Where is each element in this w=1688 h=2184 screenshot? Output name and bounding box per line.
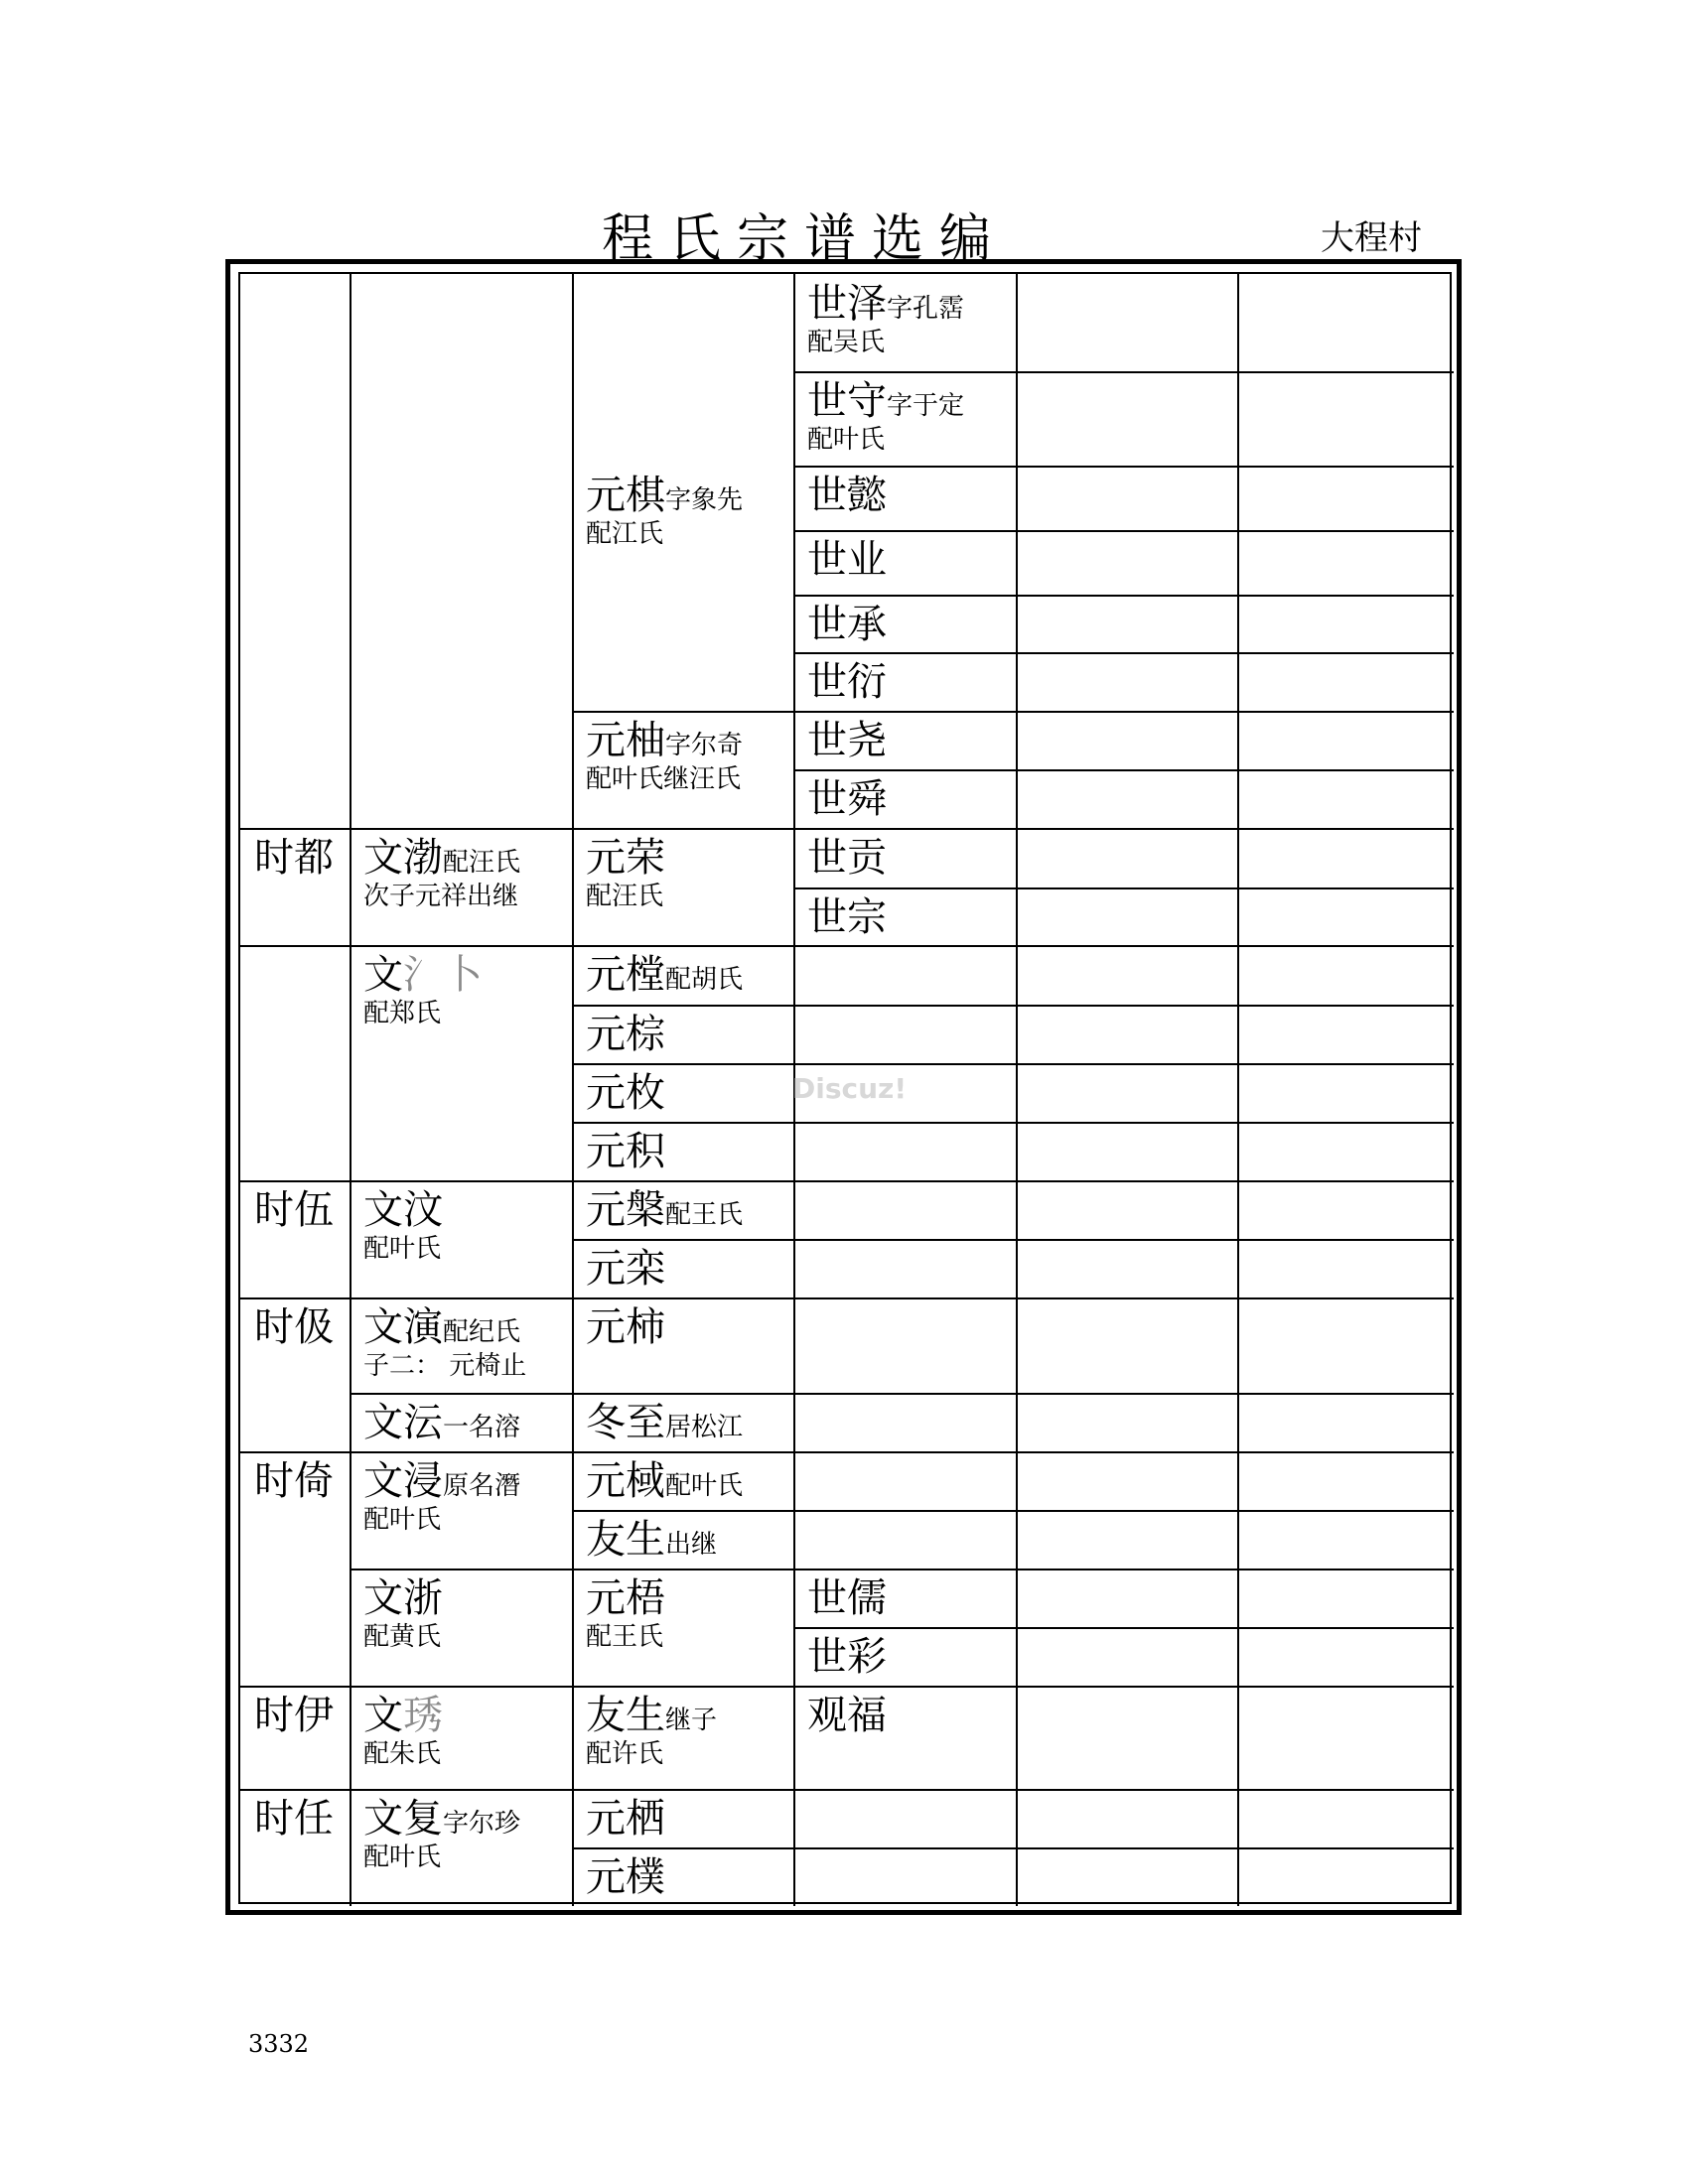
person-note: 字象先 [665,485,744,515]
column-divider [572,274,574,1906]
person-note: 配胡氏 [665,965,744,995]
person-name: 时伍 [254,1187,334,1233]
person-name: 时任 [254,1796,334,1842]
entry-shiyi [807,474,887,517]
page-title: 程氏宗谱选编 [601,209,1007,269]
entry-line [586,1305,665,1349]
person-name: 文汶 [363,1187,443,1233]
person-name: 世守 [807,378,887,424]
entry-line [586,953,743,997]
entry-shigong [807,836,887,880]
entry-line [586,1130,665,1173]
person-spouse-note: 配叶氏 [363,1505,442,1535]
person-spouse-note: 配朱氏 [363,1739,442,1769]
row-divider [572,711,1454,713]
entry-wenyan [363,1305,526,1381]
entry-line [363,1188,443,1232]
person-note: 继子 [665,1706,718,1735]
page-number: 3332 [248,2030,310,2058]
person-note: 配纪氏 [443,1317,521,1347]
person-name: 世彩 [807,1634,887,1680]
person-note: 居松江 [665,1413,744,1442]
entry-wenyun [363,1401,520,1444]
person-name: 世业 [807,537,887,583]
person-name: 冬至 [586,1400,665,1445]
row-divider [793,769,1454,771]
person-name: 元槃 [586,1187,665,1233]
entry-line [586,1401,743,1444]
entry-wenpu [363,953,483,1028]
entry-shiye [807,538,887,582]
person-spouse-note: 配叶氏继汪氏 [586,764,742,794]
row-divider [793,652,1454,654]
entry-line [807,282,964,326]
person-name: 文浙 [363,1575,443,1621]
entry-line [363,1401,520,1444]
person-name: 元棋 [586,473,665,518]
person-spouse-note: 配吴氏 [807,328,886,357]
entry-line [363,1576,443,1620]
person-name: 观福 [807,1693,887,1738]
entry-wenwen [363,1188,443,1264]
entry-yuanji [586,1130,665,1173]
entry-yuanrong [586,836,665,911]
row-divider [240,1686,1454,1688]
entry-yuanpan [586,1188,743,1232]
entry-shiji [254,1305,334,1349]
person-note: 配王氏 [665,1200,744,1230]
entry-line [807,603,887,646]
entry-yuancheng [586,953,743,997]
entry-line [363,1305,526,1349]
person-name: 世贡 [807,835,887,881]
person-name: 文渤 [363,835,443,881]
entry-line [586,1247,665,1291]
person-name: 友生 [586,1517,665,1563]
entry-yousheng1 [586,1518,717,1562]
entry-line [586,1797,665,1841]
row-divider [240,1789,1454,1791]
entry-shiren [254,1797,334,1841]
entry-line [363,1694,443,1737]
entry-line [807,719,887,762]
person-name: 元梧 [586,1575,665,1621]
person-name-rare-char: 氵卜 [403,952,483,998]
row-divider [240,1297,1454,1299]
entry-yuanmei [586,1071,665,1115]
person-name: 时倚 [254,1458,334,1504]
person-note: 一名溶 [443,1413,521,1442]
person-spouse-note: 配叶氏 [807,425,886,455]
entry-line [254,836,334,880]
entry-line [254,1188,334,1232]
entry-line [363,836,520,880]
entry-line [807,1635,887,1679]
person-name: 世懿 [807,473,887,518]
entry-line [586,1518,717,1562]
person-name: 元枚 [586,1070,665,1116]
person-spouse-note: 配王氏 [586,1622,664,1652]
person-name: 世尧 [807,718,887,763]
entry-shiwu [254,1188,334,1232]
person-name: 时都 [254,835,334,881]
entry-line [586,1013,665,1056]
entry-wenfu [363,1797,520,1872]
entry-yuanwu [586,1576,665,1652]
entry-line [363,1459,520,1503]
entry-line [586,1071,665,1115]
person-name: 世衍 [807,659,887,705]
column-divider [1237,274,1239,1906]
entry-line [586,474,743,517]
entry-yuanpu [586,1855,665,1899]
row-divider [793,1627,1454,1629]
person-note: 配叶氏 [665,1471,744,1501]
row-divider [793,887,1454,889]
person-name: 文沄 [363,1400,443,1445]
person-spouse-note: 配江氏 [586,519,664,549]
entry-yuanshi [586,1305,665,1349]
entry-yousheng2 [586,1694,717,1769]
entry-line [586,719,743,762]
entry-line [254,1459,334,1503]
person-name: 文 [363,952,403,998]
entry-line [807,895,887,939]
row-divider [572,1239,1454,1241]
row-divider [240,1451,1454,1453]
row-divider [572,1005,1454,1007]
person-name: 元樘 [586,952,665,998]
person-name: 元樸 [586,1854,665,1900]
person-spouse-note: 配叶氏 [363,1843,442,1872]
entry-line [807,379,964,423]
person-spouse-note: 配郑氏 [363,999,442,1028]
person-name: 友生 [586,1693,665,1738]
row-divider [350,1393,1454,1395]
entry-shize [807,282,964,357]
entry-line [363,1797,520,1841]
person-name: 文演 [363,1304,443,1350]
entry-line [254,1305,334,1349]
column-divider [350,274,352,1906]
entry-line [586,1855,665,1899]
entry-line [254,1797,334,1841]
village-label: 大程村 [1321,218,1422,258]
entry-line [807,1576,887,1620]
entry-shishun [807,777,887,821]
person-name: 元积 [586,1129,665,1174]
person-name: 世泽 [807,281,887,327]
row-divider [572,1063,1454,1065]
entry-line [807,1694,887,1737]
row-divider [240,828,1454,830]
entry-shiyan [807,660,887,704]
row-divider [793,530,1454,532]
watermark: Discuz! [792,1072,908,1105]
entry-line [807,777,887,821]
person-name: 元荣 [586,835,665,881]
person-note: 原名潛 [443,1471,521,1501]
entry-wenjin [363,1459,520,1535]
person-name: 元棫 [586,1458,665,1504]
entry-yuanqi [586,474,743,549]
person-spouse-note: 子二： 元椅止 [363,1351,527,1381]
person-name: 元棕 [586,1012,665,1057]
person-note: 配汪氏 [443,848,521,878]
entry-line [254,1694,334,1737]
entry-line [807,538,887,582]
person-name: 时伋 [254,1304,334,1350]
entry-shicai [807,1635,887,1679]
entry-dongzhi [586,1401,743,1444]
entry-shiqi [254,1459,334,1503]
row-divider [240,945,1454,947]
person-name: 元柚 [586,718,665,763]
entry-line [586,1459,743,1503]
person-name: 世舜 [807,776,887,822]
entry-shizong [807,895,887,939]
entry-yuanyu [586,1459,743,1503]
person-name: 元柿 [586,1304,665,1350]
entry-yuanyou [586,719,743,794]
entry-line [807,660,887,704]
row-divider [572,1122,1454,1124]
person-name: 世儒 [807,1575,887,1621]
row-divider [793,371,1454,373]
person-spouse-note: 配汪氏 [586,882,664,911]
person-spouse-note: 配叶氏 [363,1234,442,1264]
person-name: 元栖 [586,1796,665,1842]
row-divider [793,466,1454,468]
entry-yuanzong [586,1013,665,1056]
person-note: 字于定 [887,391,965,421]
entry-shiyao [807,719,887,762]
entry-yuanluan [586,1247,665,1291]
person-name: 世承 [807,602,887,647]
person-name-rare-char: 琇 [403,1693,443,1738]
entry-guanfu [807,1694,887,1737]
entry-line [586,1188,743,1232]
entry-line [807,836,887,880]
person-name: 文复 [363,1796,443,1842]
person-name: 元栾 [586,1246,665,1292]
entry-line [807,474,887,517]
entry-line [586,1694,717,1737]
entry-shiyi2 [254,1694,334,1737]
person-spouse-note: 配许氏 [586,1739,664,1769]
person-spouse-note: 配黄氏 [363,1622,442,1652]
row-divider [240,1180,1454,1182]
row-divider [793,595,1454,597]
person-name: 世宗 [807,894,887,940]
entry-yuanxi [586,1797,665,1841]
person-note: 字尔珍 [443,1809,521,1839]
person-note: 出继 [665,1530,718,1560]
person-spouse-note: 次子元祥出继 [363,882,519,911]
entry-wenzhe [363,1576,443,1652]
entry-line [586,836,665,880]
column-divider [1016,274,1018,1906]
entry-line [363,953,483,997]
person-note: 字尔奇 [665,731,744,760]
entry-shiru [807,1576,887,1620]
row-divider [350,1569,1454,1570]
entry-wenxiu [363,1694,443,1769]
entry-wenbo [363,836,520,911]
entry-line [586,1576,665,1620]
person-name: 文 [363,1693,403,1738]
entry-shicheng [807,603,887,646]
person-note: 字孔霑 [887,294,965,324]
row-divider [572,1510,1454,1512]
person-name: 文浸 [363,1458,443,1504]
row-divider [572,1847,1454,1849]
entry-shidu [254,836,334,880]
person-name: 时伊 [254,1693,334,1738]
entry-shishou [807,379,964,455]
